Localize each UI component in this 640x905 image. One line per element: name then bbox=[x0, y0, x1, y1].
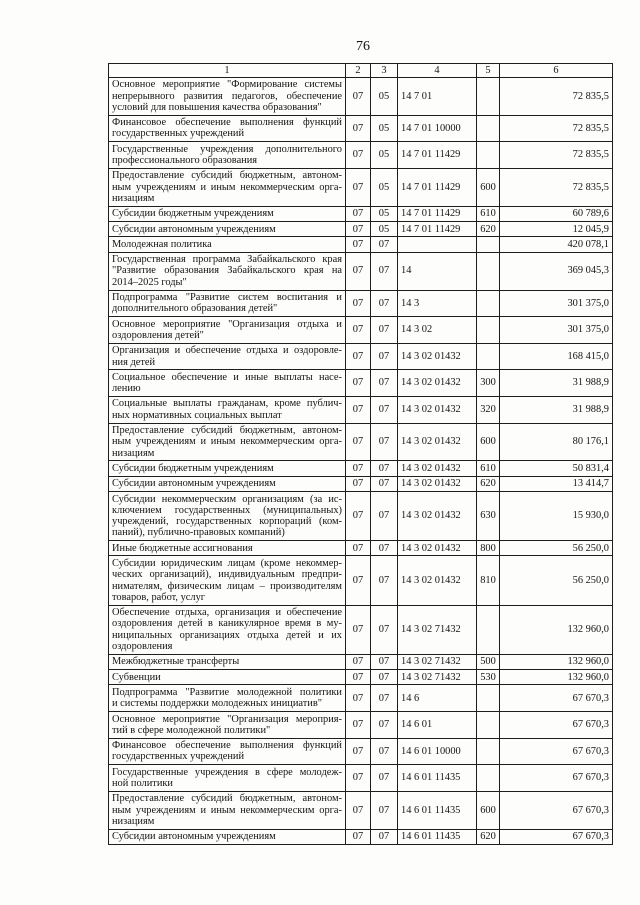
table-row bbox=[109, 685, 613, 712]
col-3-cell: 07 bbox=[371, 237, 398, 252]
col-2-cell: 07 bbox=[346, 738, 371, 765]
table-row bbox=[109, 290, 613, 317]
col-2-cell: 07 bbox=[346, 670, 371, 685]
col-2-cell: 07 bbox=[346, 222, 371, 237]
amount-cell: 67 670,3 bbox=[500, 738, 613, 765]
col-4-cell: 14 3 02 71432 bbox=[398, 670, 477, 685]
col-3-cell: 07 bbox=[371, 252, 398, 290]
amount-cell: 72 835,5 bbox=[500, 115, 613, 142]
row-label-cell bbox=[109, 290, 346, 317]
col-4-cell: 14 6 01 10000 bbox=[398, 738, 477, 765]
col-4-cell: 14 3 02 01432 bbox=[398, 556, 477, 605]
col-3-cell: 07 bbox=[371, 423, 398, 461]
row-label-line: ным учреждениям и иным некоммерческим орга- bbox=[112, 804, 342, 816]
col-4-cell: 14 7 01 11429 bbox=[398, 206, 477, 221]
col-5-cell bbox=[477, 317, 500, 344]
row-label-line: Государственные учреждения в сфере молодеж- bbox=[112, 766, 342, 778]
col-2-cell: 07 bbox=[346, 654, 371, 669]
col-5-cell bbox=[477, 605, 500, 654]
row-label-line: Обеспечение отдыха, организация и обеспечение bbox=[112, 607, 342, 619]
amount-cell: 132 960,0 bbox=[500, 654, 613, 669]
row-label-line: Социальное обеспечение и иные выплаты насе- bbox=[112, 371, 342, 383]
col-2-cell: 07 bbox=[346, 492, 371, 541]
row-label-line: ческих организаций), индивидуальным предпри- bbox=[112, 569, 342, 581]
col-5-cell: 300 bbox=[477, 370, 500, 397]
col-5-cell: 530 bbox=[477, 670, 500, 685]
amount-cell: 67 670,3 bbox=[500, 791, 613, 829]
amount-cell: 72 835,5 bbox=[500, 77, 613, 115]
amount-cell: 56 250,0 bbox=[500, 556, 613, 605]
row-label-cell bbox=[109, 423, 346, 461]
col-3-cell: 05 bbox=[371, 222, 398, 237]
row-label-line: Основное мероприятие "Организация мероприя- bbox=[112, 713, 342, 725]
table-row bbox=[109, 492, 613, 541]
col-2-cell: 07 bbox=[346, 476, 371, 491]
table-row bbox=[109, 142, 613, 169]
col-5-cell bbox=[477, 237, 500, 252]
row-label-line: лению bbox=[112, 383, 141, 395]
table-row bbox=[109, 77, 613, 115]
page-number: 76 bbox=[356, 39, 370, 54]
budget-table bbox=[108, 63, 613, 845]
col-2-cell: 07 bbox=[346, 685, 371, 712]
row-label-line: учреждений, государственных корпораций (ком- bbox=[112, 516, 342, 528]
col-4-cell: 14 7 01 bbox=[398, 77, 477, 115]
row-label-line: профессионального образования bbox=[112, 155, 258, 167]
col-5-cell bbox=[477, 77, 500, 115]
row-label-cell bbox=[109, 396, 346, 423]
row-label-cell bbox=[109, 492, 346, 541]
col-5-cell: 610 bbox=[477, 461, 500, 476]
table-row bbox=[109, 791, 613, 829]
col-3-cell: 07 bbox=[371, 396, 398, 423]
row-label-cell bbox=[109, 222, 346, 237]
col-5-cell bbox=[477, 685, 500, 712]
table-row bbox=[109, 396, 613, 423]
col-3-cell: 07 bbox=[371, 670, 398, 685]
col-4-cell: 14 6 01 bbox=[398, 712, 477, 739]
col-3-cell: 07 bbox=[371, 541, 398, 556]
col-2-cell: 07 bbox=[346, 791, 371, 829]
row-label-cell bbox=[109, 541, 346, 556]
col-3-cell: 07 bbox=[371, 791, 398, 829]
col-5-cell: 810 bbox=[477, 556, 500, 605]
row-label-line: оздоровления bbox=[112, 641, 173, 653]
row-label-cell bbox=[109, 791, 346, 829]
row-label-cell bbox=[109, 115, 346, 142]
col-4-cell: 14 7 01 11429 bbox=[398, 142, 477, 169]
row-label-cell bbox=[109, 605, 346, 654]
col-5-cell: 600 bbox=[477, 791, 500, 829]
row-label-cell bbox=[109, 654, 346, 669]
amount-cell: 132 960,0 bbox=[500, 670, 613, 685]
col-4-cell bbox=[398, 237, 477, 252]
row-label-line: Молодежная политика bbox=[112, 238, 212, 250]
row-label-line: ным учреждениям и иным некоммерческим орга- bbox=[112, 436, 342, 448]
amount-cell: 132 960,0 bbox=[500, 605, 613, 654]
col-5-cell bbox=[477, 290, 500, 317]
row-label-line: Государственная программа Забайкальского края bbox=[112, 254, 342, 266]
col-4-cell: 14 3 02 01432 bbox=[398, 343, 477, 370]
col-4-cell: 14 3 02 01432 bbox=[398, 476, 477, 491]
col-2-cell: 07 bbox=[346, 77, 371, 115]
col-3-cell: 07 bbox=[371, 556, 398, 605]
col-2-cell: 07 bbox=[346, 396, 371, 423]
row-label-cell bbox=[109, 252, 346, 290]
col-5-cell: 500 bbox=[477, 654, 500, 669]
col-3-cell: 07 bbox=[371, 685, 398, 712]
amount-cell: 72 835,5 bbox=[500, 168, 613, 206]
table-row bbox=[109, 461, 613, 476]
row-label-line: товаров, работ, услуг bbox=[112, 591, 206, 603]
row-label-line: Финансовое обеспечение выполнения функций bbox=[112, 740, 342, 752]
amount-cell: 67 670,3 bbox=[500, 685, 613, 712]
row-label-line: Финансовое обеспечение выполнения функций bbox=[112, 117, 342, 129]
table-row bbox=[109, 317, 613, 344]
row-label-cell bbox=[109, 206, 346, 221]
col-5-cell bbox=[477, 738, 500, 765]
row-label-line: дополнительного образования детей" bbox=[112, 303, 278, 315]
table-row bbox=[109, 115, 613, 142]
row-label-line: ниципальных организациях отдыха детей и их bbox=[112, 629, 342, 641]
row-label-line: условий для повышения качества образования" bbox=[112, 101, 322, 113]
col-5-cell: 630 bbox=[477, 492, 500, 541]
row-label-cell bbox=[109, 476, 346, 491]
col-5-cell bbox=[477, 712, 500, 739]
row-label-cell bbox=[109, 556, 346, 605]
col-5-cell: 600 bbox=[477, 423, 500, 461]
col-4-cell: 14 7 01 10000 bbox=[398, 115, 477, 142]
table-row bbox=[109, 370, 613, 397]
col-4-cell: 14 3 02 71432 bbox=[398, 654, 477, 669]
table-row bbox=[109, 556, 613, 605]
col-4-cell: 14 6 01 11435 bbox=[398, 791, 477, 829]
col-4-cell: 14 3 02 01432 bbox=[398, 492, 477, 541]
row-label-line: ключением государственных (муниципальных) bbox=[112, 504, 342, 516]
header-col-3: 3 bbox=[371, 64, 398, 78]
col-5-cell: 320 bbox=[477, 396, 500, 423]
col-2-cell: 07 bbox=[346, 343, 371, 370]
col-2-cell: 07 bbox=[346, 461, 371, 476]
table-row bbox=[109, 206, 613, 221]
table-row bbox=[109, 654, 613, 669]
amount-cell: 67 670,3 bbox=[500, 712, 613, 739]
header-col-4: 4 bbox=[398, 64, 477, 78]
row-label-line: Организация и обеспечение отдыха и оздоровле- bbox=[112, 345, 342, 357]
table-row bbox=[109, 423, 613, 461]
col-4-cell: 14 6 bbox=[398, 685, 477, 712]
row-label-cell bbox=[109, 829, 346, 844]
row-label-line: Подпрограмма "Развитие молодежной политики bbox=[112, 686, 342, 698]
row-label-cell bbox=[109, 77, 346, 115]
col-3-cell: 07 bbox=[371, 765, 398, 792]
amount-cell: 60 789,6 bbox=[500, 206, 613, 221]
row-label-line: ных нормативных социальных выплат bbox=[112, 409, 282, 421]
col-2-cell: 07 bbox=[346, 252, 371, 290]
table-row bbox=[109, 343, 613, 370]
col-2-cell: 07 bbox=[346, 290, 371, 317]
col-2-cell: 07 bbox=[346, 712, 371, 739]
table-row bbox=[109, 476, 613, 491]
row-label-cell bbox=[109, 670, 346, 685]
table-row bbox=[109, 541, 613, 556]
col-3-cell: 07 bbox=[371, 461, 398, 476]
amount-cell: 50 831,4 bbox=[500, 461, 613, 476]
col-3-cell: 07 bbox=[371, 370, 398, 397]
col-4-cell: 14 3 02 01432 bbox=[398, 423, 477, 461]
row-label-line: Межбюджетные трансферты bbox=[112, 656, 240, 668]
row-label-cell bbox=[109, 765, 346, 792]
row-label-line: государственных учреждений bbox=[112, 751, 245, 763]
row-label-cell bbox=[109, 461, 346, 476]
col-5-cell: 620 bbox=[477, 222, 500, 237]
col-4-cell: 14 6 01 11435 bbox=[398, 829, 477, 844]
row-label-line: Субсидии автономным учреждениям bbox=[112, 478, 276, 490]
col-2-cell: 07 bbox=[346, 168, 371, 206]
row-label-cell bbox=[109, 370, 346, 397]
col-3-cell: 07 bbox=[371, 605, 398, 654]
row-label-line: государственных учреждений bbox=[112, 128, 245, 140]
col-4-cell: 14 3 bbox=[398, 290, 477, 317]
row-label-cell bbox=[109, 343, 346, 370]
amount-cell: 15 930,0 bbox=[500, 492, 613, 541]
row-label-line: "Развитие образования Забайкальского края на bbox=[112, 265, 342, 277]
row-label-cell bbox=[109, 237, 346, 252]
col-3-cell: 07 bbox=[371, 317, 398, 344]
col-2-cell: 07 bbox=[346, 541, 371, 556]
row-label-line: Субсидии автономным учреждениям bbox=[112, 223, 276, 235]
row-label-line: Предоставление субсидий бюджетным, автоном- bbox=[112, 170, 342, 182]
amount-cell: 168 415,0 bbox=[500, 343, 613, 370]
row-label-line: Иные бюджетные ассигнования bbox=[112, 542, 253, 554]
col-2-cell: 07 bbox=[346, 765, 371, 792]
col-4-cell: 14 bbox=[398, 252, 477, 290]
col-5-cell bbox=[477, 142, 500, 169]
col-2-cell: 07 bbox=[346, 605, 371, 654]
row-label-line: тий в сфере молодежной политики" bbox=[112, 724, 271, 736]
col-2-cell: 07 bbox=[346, 206, 371, 221]
col-5-cell bbox=[477, 115, 500, 142]
header-col-5: 5 bbox=[477, 64, 500, 78]
amount-cell: 13 414,7 bbox=[500, 476, 613, 491]
amount-cell: 31 988,9 bbox=[500, 396, 613, 423]
col-3-cell: 07 bbox=[371, 290, 398, 317]
col-2-cell: 07 bbox=[346, 115, 371, 142]
col-2-cell: 07 bbox=[346, 317, 371, 344]
row-label-line: оздоровления детей в каникулярное время в му- bbox=[112, 618, 342, 630]
row-label-cell bbox=[109, 685, 346, 712]
row-label-line: Социальные выплаты гражданам, кроме публич- bbox=[112, 398, 342, 410]
row-label-line: Субсидии бюджетным учреждениям bbox=[112, 208, 274, 220]
table-row bbox=[109, 765, 613, 792]
row-label-line: паний), публично-правовых компаний) bbox=[112, 527, 285, 539]
header-col-6: 6 bbox=[500, 64, 613, 78]
amount-cell: 369 045,3 bbox=[500, 252, 613, 290]
row-label-cell bbox=[109, 738, 346, 765]
table-row bbox=[109, 252, 613, 290]
col-5-cell: 620 bbox=[477, 829, 500, 844]
row-label-line: низациям bbox=[112, 192, 155, 204]
table-row bbox=[109, 670, 613, 685]
row-label-line: Предоставление субсидий бюджетным, автоном- bbox=[112, 793, 342, 805]
col-4-cell: 14 6 01 11435 bbox=[398, 765, 477, 792]
col-5-cell: 610 bbox=[477, 206, 500, 221]
row-label-line: Предоставление субсидий бюджетным, автоном- bbox=[112, 425, 342, 437]
col-3-cell: 07 bbox=[371, 476, 398, 491]
amount-cell: 56 250,0 bbox=[500, 541, 613, 556]
header-col-2: 2 bbox=[346, 64, 371, 78]
table-row bbox=[109, 222, 613, 237]
col-4-cell: 14 3 02 71432 bbox=[398, 605, 477, 654]
col-2-cell: 07 bbox=[346, 237, 371, 252]
row-label-line: Основное мероприятие "Организация отдыха и bbox=[112, 318, 342, 330]
amount-cell: 80 176,1 bbox=[500, 423, 613, 461]
col-3-cell: 07 bbox=[371, 738, 398, 765]
row-label-line: ной политики bbox=[112, 778, 173, 790]
col-2-cell: 07 bbox=[346, 556, 371, 605]
header-col-1: 1 bbox=[109, 64, 346, 78]
row-label-line: и системы поддержки молодежных инициатив" bbox=[112, 698, 322, 710]
col-5-cell: 600 bbox=[477, 168, 500, 206]
table-row bbox=[109, 237, 613, 252]
table-row bbox=[109, 712, 613, 739]
col-3-cell: 05 bbox=[371, 206, 398, 221]
table-row bbox=[109, 605, 613, 654]
table-row bbox=[109, 829, 613, 844]
col-4-cell: 14 3 02 01432 bbox=[398, 541, 477, 556]
col-5-cell bbox=[477, 765, 500, 792]
col-3-cell: 05 bbox=[371, 115, 398, 142]
col-4-cell: 14 7 01 11429 bbox=[398, 168, 477, 206]
col-3-cell: 07 bbox=[371, 829, 398, 844]
col-5-cell: 800 bbox=[477, 541, 500, 556]
row-label-line: низациям bbox=[112, 447, 155, 459]
amount-cell: 301 375,0 bbox=[500, 290, 613, 317]
col-4-cell: 14 3 02 01432 bbox=[398, 396, 477, 423]
amount-cell: 67 670,3 bbox=[500, 829, 613, 844]
row-label-line: Субсидии автономным учреждениям bbox=[112, 831, 276, 843]
row-label-line: ния детей bbox=[112, 356, 156, 368]
col-3-cell: 07 bbox=[371, 712, 398, 739]
row-label-line: ным учреждениям и иным некоммерческим орга- bbox=[112, 181, 342, 193]
col-4-cell: 14 3 02 01432 bbox=[398, 370, 477, 397]
table-row bbox=[109, 168, 613, 206]
col-3-cell: 07 bbox=[371, 492, 398, 541]
amount-cell: 31 988,9 bbox=[500, 370, 613, 397]
table-body bbox=[109, 77, 613, 844]
col-4-cell: 14 3 02 01432 bbox=[398, 461, 477, 476]
row-label-cell bbox=[109, 142, 346, 169]
row-label-cell bbox=[109, 712, 346, 739]
amount-cell: 420 078,1 bbox=[500, 237, 613, 252]
col-3-cell: 07 bbox=[371, 343, 398, 370]
col-4-cell: 14 3 02 bbox=[398, 317, 477, 344]
col-3-cell: 07 bbox=[371, 654, 398, 669]
row-label-line: Основное мероприятие "Формирование системы bbox=[112, 79, 342, 91]
amount-cell: 72 835,5 bbox=[500, 142, 613, 169]
row-label-cell bbox=[109, 168, 346, 206]
col-5-cell: 620 bbox=[477, 476, 500, 491]
row-label-line: Субсидии бюджетным учреждениям bbox=[112, 462, 274, 474]
row-label-cell bbox=[109, 317, 346, 344]
col-3-cell: 05 bbox=[371, 142, 398, 169]
row-label-line: Субвенции bbox=[112, 671, 161, 683]
col-5-cell bbox=[477, 252, 500, 290]
col-3-cell: 05 bbox=[371, 168, 398, 206]
col-3-cell: 05 bbox=[371, 77, 398, 115]
amount-cell: 67 670,3 bbox=[500, 765, 613, 792]
row-label-line: оздоровления детей" bbox=[112, 329, 204, 341]
row-label-line: Подпрограмма "Развитие систем воспитания и bbox=[112, 292, 342, 304]
col-2-cell: 07 bbox=[346, 370, 371, 397]
row-label-line: непрерывного развития педагогов, обеспечение bbox=[112, 90, 342, 102]
table-row bbox=[109, 738, 613, 765]
col-2-cell: 07 bbox=[346, 142, 371, 169]
row-label-line: 2014–2025 годы" bbox=[112, 276, 187, 288]
col-5-cell bbox=[477, 343, 500, 370]
row-label-line: Субсидии некоммерческим организациям (за ис- bbox=[112, 493, 342, 505]
row-label-line: низациям bbox=[112, 815, 155, 827]
col-2-cell: 07 bbox=[346, 829, 371, 844]
col-4-cell: 14 7 01 11429 bbox=[398, 222, 477, 237]
amount-cell: 301 375,0 bbox=[500, 317, 613, 344]
row-label-line: Государственные учреждения дополнительного bbox=[112, 143, 342, 155]
amount-cell: 12 045,9 bbox=[500, 222, 613, 237]
col-2-cell: 07 bbox=[346, 423, 371, 461]
header-row bbox=[109, 64, 613, 78]
row-label-line: нимателям, физическим лицам – производителям bbox=[112, 580, 342, 592]
row-label-line: Субсидии юридическим лицам (кроме некоммер- bbox=[112, 557, 342, 569]
